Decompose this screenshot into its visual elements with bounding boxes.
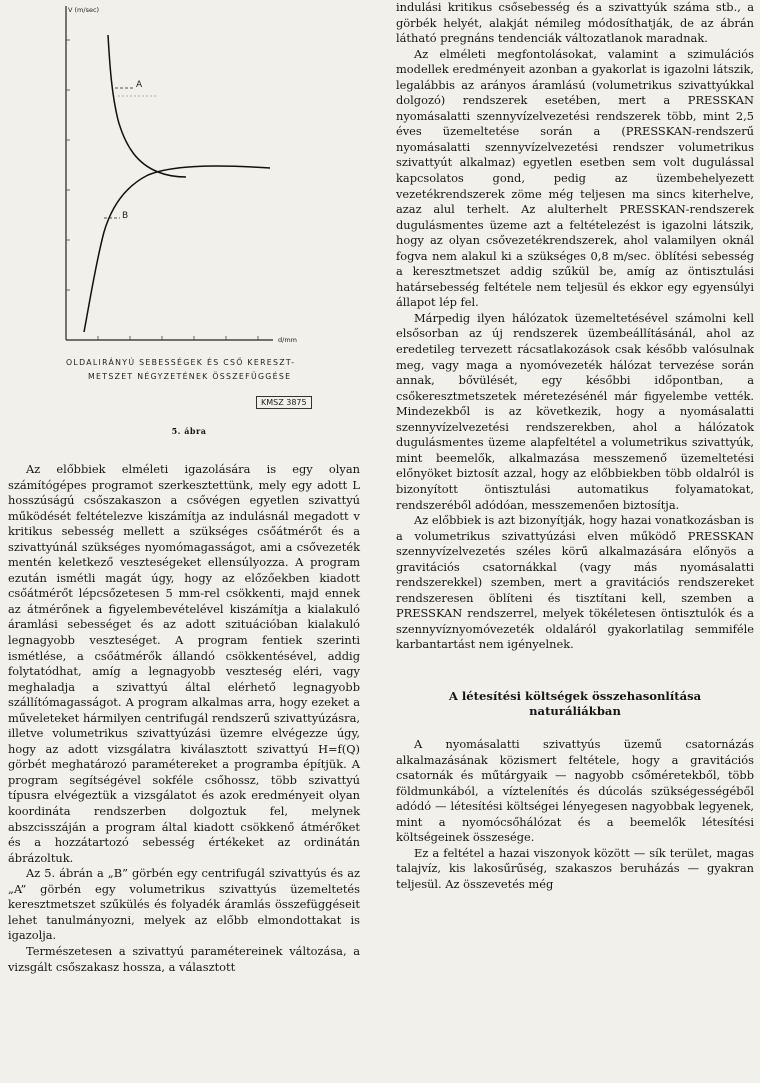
x-axis-label: d/mm — [278, 336, 297, 344]
paragraph: Az elméleti megfontolásokat, valamint a szimulációs modellek eredményeit azonban a gyakorlat is igazolni látszik, legalábbis az arányos áramlású (volumetrikus szivattyúkkal dolgozó) rendszerek esetében, mert a PRESSKAN nyomásalatti szennyvízelvezetési rendszerek több, mint 2,5 éves üzemeltetése során a (PRESSKAN-rendszerű nyomásalatti szennyvízelvezetési rendszer volumetrikus szivattyút alkalmaz) egyetlen esetben sem volt dugulással kapcsolatos gond, pedig az üzembehelyezett vezetékrendszerek zöme még teljesen ma sincs kiterhelve, azaz alul terhelt. Az alulterhelt PRESSKAN-rendszerek dugulásmentes üzeme azt a feltételezést is igazolni látszik, hogy az olyan csővezetékrendszerek, ahol valamilyen oknál fogva nem alakul ki a szükséges 0,8 m/sec. öblítési sebesség a keresztmetszet addig szűkül be, amíg az öntisztulási határsebesség feltétele nem teljesül és ekkor egy egyensúlyi állapot lép fel. — [396, 46, 754, 310]
y-axis-label: V (m/sec) — [68, 6, 100, 14]
paragraph: A nyomásalatti szivattyús üzemű csatornázás alkalmazásának közismert feltétele, hogy a gravitációs csatornák és műtárgyaik — nagyobb csőméretekből, több földmunkából, a víztelenítés és dúcolás szükségességéből adódó — létesítési költségei lényegesen nagyobbak legyenek, mint a nyomócsőhálózat és a beemelők létesítési költségeinek összesége. — [396, 736, 754, 845]
curve-a — [108, 35, 186, 177]
figure-caption: 5. ábra — [171, 426, 207, 436]
paragraph: Az előbbiek is azt bizonyítják, hogy hazai vonatkozásban is a volumetrikus szivattyúzási elven működő PRESSKAN szennyvízelvezetés széles körű alkalmazására előnyös a gravitációs csatornákkal (vagy más nyomásalatti rendszerekkel) szemben, mert a gravitációs rendszereket rendszeresen öblíteni és tisztítani kell, szemben a PRESSKAN rendszerrel, melyek tökéletesen öntisztulók és a szennyvíznyomóvezeték oldaláról gyakorlatilag semmiféle karbantartást nem igényelnek. — [396, 513, 754, 652]
paragraph: Természetesen a szivattyú paramétereinek változása, a vizsgált csőszakasz hossza, a választott — [8, 943, 360, 974]
left-column — [8, 462, 360, 975]
axis-caption-line2: METSZET NÉGYZETÉNEK ÖSSZEFÜGGÉSE — [88, 372, 292, 381]
paragraph: Az 5. ábrán a „B” görbén egy centrifugál szivattyús és az „A” görbén egy volumetrikus szivattyús üzemeltetés keresztmetszet szűkülés és folyadék áramlás összefüggéseit lehet tanulmányozni, melyek az előbb elmondottakat is igazolja. — [8, 866, 360, 943]
curve-b — [84, 166, 270, 332]
section-heading-line2: naturáliákban — [529, 703, 621, 718]
figure-plot — [8, 0, 370, 400]
paragraph: Ez a feltétel a hazai viszonyok között — sík terület, magas talajvíz, kis lakosűrűség, szakaszos beruházás — gyakran teljesül. Az összevetés még — [396, 845, 754, 891]
axis-caption-line1: OLDALIRÁNYÚ SEBESSÉGEK ÉS CSŐ KERESZT- — [66, 358, 296, 367]
right-column — [396, 0, 754, 892]
figure-reference-code: KMSZ 3875 — [256, 396, 312, 409]
figure-5 — [8, 0, 370, 440]
paragraph: Az előbbiek elméleti igazolására is egy olyan számítógépes programot szerkesztettünk, mely egy adott L hosszúságú csőszakaszon a csővégen egyetlen szivattyú működését feltételezve kiszámítja az indulásnál megadott v kritikus sebesség mellett a szükséges csőátmérőt és a szivattyúnál szükséges nyomómagasságot, ami a csővezeték mentén keletkező veszteségeket ellensúlyozza. A program ezután ismétli magát úgy, hogy az előzőekben kiadott csőátmérőt lépcsőzetesen 5 mm-rel csökkenti, majd ennek az átmérőnek a figyelembevételével kiszámítja a kialakuló áramlási sebességet és az adott szituációban kialakuló legnagyobb veszteséget. A program fentiek szerinti ismétlése, a csőátmérők állandó csökkentésével, addig folytatódhat, amíg a legnagyobb veszteség eléri, vagy meghaladja a szivattyú által elérhető legnagyobb szállítómagasságot. A program alkalmas arra, hogy ezeket a műveleteket hármilyen centrifugál rendszerű szivattyúzásra, illetve volumetrikus szivattyúzási üzemre elvégezze úgy, hogy az adott vizsgálatra kiválasztott szivattyú H=f(Q) görbét meghatározó paramétereket a programba építjük. A program segítségével sokféle csőhossz, több szivattyú típusra elvégeztük a vizsgálatot és azok eredményeit olyan koordináta rendszerben dolgoztuk fel, melynek abszcisszáján a program által kiadott csökkenő átmérőket és a hozzátartozó sebesség értékeket az ordinátán ábrázoltuk. — [8, 462, 360, 865]
section-heading-line1: A létesítési költségek összehasonlítása — [448, 688, 702, 703]
paragraph: Márpedig ilyen hálózatok üzemeltetésével számolni kell elsősorban az új rendszerek üzembeállításánál, ahol az eredetileg tervezett rácsatlakozások csak később valósulnak meg, vagy maga a nyomóvezeték hálózat tervezése során annak, bővülését, egy későbbi időpontban, a csőkeresztmetszetek méretezésénél már figyelembe vették. Mindezekből is az következik, hogy a nyomásalatti szennyvízelvezetési rendszerekben, ahol a hálózatok dugulásmentes üzeme alapfeltétel a volumetrikus szivattyúk, mint beemelők, alkalmazása messzemenő üzemeltetési előnyöket biztosít azzal, hogy az előbbiekben több oldalról is bizonyított öntisztulási automatikus folyamatokat, rendszeréből adódóan, messzemenően biztosítja. — [396, 310, 754, 512]
curve-b-label: B — [122, 211, 130, 221]
curve-a-label: A — [136, 80, 144, 90]
paragraph: indulási kritikus csősebesség és a szivattyúk száma stb., a görbék helyét, alakját némileg módosíthatják, de az ábrán látható pregnáns tendenciák változatlanok maradnak. — [396, 0, 754, 46]
